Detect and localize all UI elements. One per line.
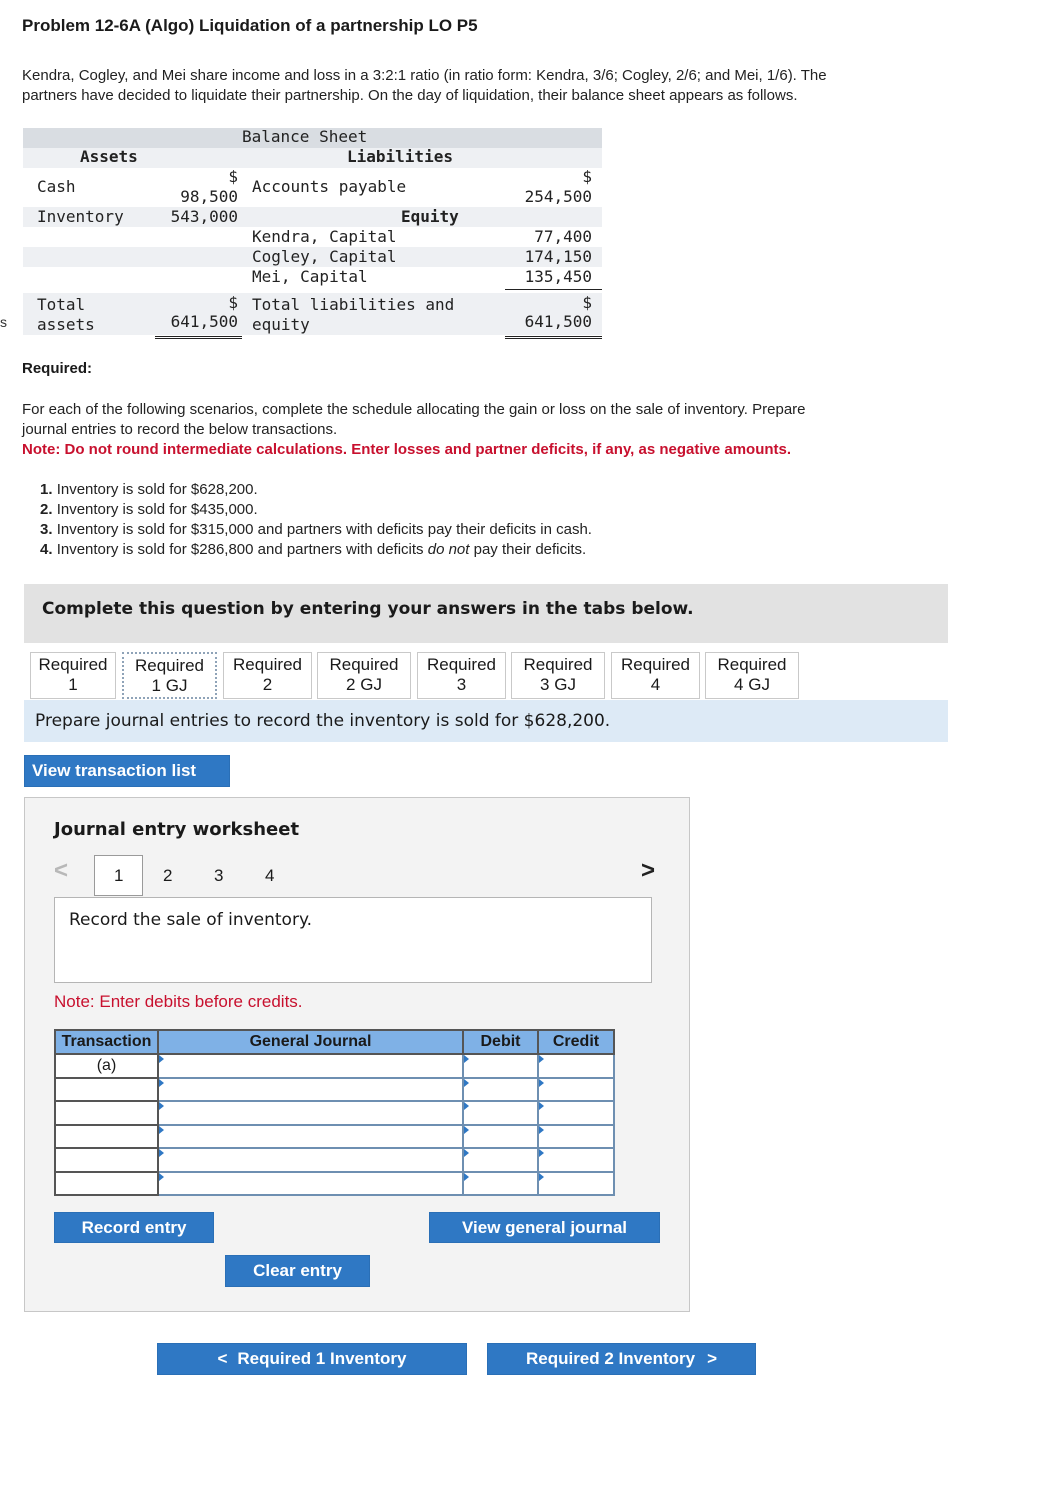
page-title: Problem 12-6A (Algo) Liquidation of a partnership LO P5 bbox=[22, 16, 478, 35]
clear-entry-button[interactable]: Clear entry bbox=[225, 1255, 370, 1287]
debit-input[interactable] bbox=[463, 1078, 538, 1102]
page-2-button[interactable]: 2 bbox=[163, 866, 173, 885]
cogley-capital-value: 174,150 bbox=[524, 247, 592, 266]
equity-heading: Equity bbox=[401, 207, 459, 226]
liabilities-heading: Liabilities bbox=[347, 147, 453, 166]
tab-required-1[interactable]: Required 1 bbox=[30, 652, 116, 699]
tab-required-3[interactable]: Required 3 bbox=[417, 652, 506, 699]
credit-input[interactable] bbox=[538, 1101, 614, 1125]
transaction-cell bbox=[55, 1172, 158, 1196]
table-row bbox=[55, 1172, 614, 1196]
total-assets-label: assets bbox=[37, 315, 95, 334]
currency-symbol: $ bbox=[228, 293, 238, 312]
account-dropdown[interactable] bbox=[158, 1172, 463, 1196]
scenario-item: 1. Inventory is sold for $628,200. bbox=[40, 481, 258, 498]
page-3-button[interactable]: 3 bbox=[214, 866, 224, 885]
column-header-credit: Credit bbox=[538, 1030, 614, 1054]
tab-required-2[interactable]: Required 2 bbox=[223, 652, 312, 699]
assets-heading: Assets bbox=[80, 147, 138, 166]
tab-required-2-gj[interactable]: Required 2 GJ bbox=[317, 652, 411, 699]
instruction-text: For each of the following scenarios, complete the schedule allocating the gain or loss on the sale of inventory. Prepare bbox=[22, 401, 806, 418]
transaction-cell: (a) bbox=[55, 1054, 158, 1078]
next-page-icon[interactable]: > bbox=[641, 857, 656, 884]
entry-description: Record the sale of inventory. bbox=[69, 910, 312, 930]
journal-table bbox=[54, 1029, 615, 1196]
total-liabilities-equity-value: 641,500 bbox=[524, 312, 592, 331]
account-dropdown[interactable] bbox=[158, 1078, 463, 1102]
debit-input[interactable] bbox=[463, 1125, 538, 1149]
table-row bbox=[55, 1101, 614, 1125]
table-row bbox=[55, 1078, 614, 1102]
inventory-value: 543,000 bbox=[170, 207, 238, 226]
table-row bbox=[55, 1054, 614, 1078]
cogley-capital-label: Cogley, Capital bbox=[252, 247, 397, 266]
account-dropdown[interactable] bbox=[158, 1101, 463, 1125]
mei-capital-label: Mei, Capital bbox=[252, 267, 368, 286]
transaction-cell bbox=[55, 1078, 158, 1102]
column-header-transaction: Transaction bbox=[55, 1030, 158, 1054]
accounts-payable-label: Accounts payable bbox=[252, 177, 407, 196]
previous-page-icon[interactable]: < bbox=[54, 857, 69, 884]
kendra-capital-value: 77,400 bbox=[534, 227, 592, 246]
cash-label: Cash bbox=[37, 177, 76, 196]
currency-symbol: $ bbox=[582, 293, 592, 312]
tab-required-3-gj[interactable]: Required 3 GJ bbox=[511, 652, 605, 699]
credit-input[interactable] bbox=[538, 1078, 614, 1102]
debit-input[interactable] bbox=[463, 1172, 538, 1196]
tab-required-1-gj[interactable]: Required 1 GJ bbox=[122, 652, 217, 699]
next-required-label: Required 2 Inventory bbox=[525, 1349, 696, 1368]
accounts-payable-value: 254,500 bbox=[524, 187, 592, 206]
cash-value: 98,500 bbox=[180, 187, 238, 206]
total-assets-label: Total bbox=[37, 295, 86, 314]
total-double-rule bbox=[505, 336, 602, 339]
account-dropdown[interactable] bbox=[158, 1148, 463, 1172]
view-general-journal-button[interactable]: View general journal bbox=[429, 1212, 660, 1243]
rounding-note: Note: Do not round intermediate calculations. Enter losses and partner deficits, if any, as negative amounts. bbox=[22, 441, 792, 458]
chevron-left-icon: < bbox=[217, 1349, 228, 1368]
scenario-item: 3. Inventory is sold for $315,000 and partners with deficits pay their deficits in cash. bbox=[40, 521, 592, 538]
credit-input[interactable] bbox=[538, 1054, 614, 1078]
transaction-cell bbox=[55, 1101, 158, 1125]
page-1-button[interactable]: 1 bbox=[114, 866, 124, 885]
credit-input[interactable] bbox=[538, 1148, 614, 1172]
debits-credits-note: Note: Enter debits before credits. bbox=[54, 992, 303, 1011]
previous-required-button[interactable] bbox=[157, 1343, 467, 1375]
kendra-capital-label: Kendra, Capital bbox=[252, 227, 397, 246]
total-liabilities-equity-label: Total liabilities and bbox=[252, 295, 455, 314]
record-entry-button[interactable]: Record entry bbox=[54, 1212, 214, 1243]
inventory-label: Inventory bbox=[37, 207, 124, 226]
next-required-button[interactable] bbox=[487, 1343, 756, 1375]
intro-text: partners have decided to liquidate their partnership. On the day of liquidation, their balance sheet appears as follows. bbox=[22, 87, 798, 104]
table-row bbox=[55, 1148, 614, 1172]
total-liabilities-equity-label: equity bbox=[252, 315, 310, 334]
prompt-text: Prepare journal entries to record the inventory is sold for $628,200. bbox=[35, 711, 611, 731]
credit-input[interactable] bbox=[538, 1172, 614, 1196]
total-double-rule bbox=[155, 336, 242, 339]
worksheet-title: Journal entry worksheet bbox=[54, 819, 300, 840]
credit-input[interactable] bbox=[538, 1125, 614, 1149]
transaction-cell bbox=[55, 1148, 158, 1172]
currency-symbol: $ bbox=[582, 167, 592, 186]
previous-required-label: Required 1 Inventory bbox=[237, 1349, 407, 1368]
subtotal-rule bbox=[505, 289, 602, 290]
currency-symbol: $ bbox=[228, 167, 238, 186]
balance-sheet-title: Balance Sheet bbox=[242, 127, 368, 146]
total-assets-value: 641,500 bbox=[170, 312, 238, 331]
column-header-debit: Debit bbox=[463, 1030, 538, 1054]
transaction-cell bbox=[55, 1125, 158, 1149]
scenario-item: 2. Inventory is sold for $435,000. bbox=[40, 501, 258, 518]
debit-input[interactable] bbox=[463, 1054, 538, 1078]
column-header-general-journal: General Journal bbox=[158, 1030, 463, 1054]
intro-text: Kendra, Cogley, and Mei share income and loss in a 3:2:1 ratio (in ratio form: Kendra, 3/6; Cogley, 2/6; and Mei, 1/6). The bbox=[22, 67, 827, 84]
complete-banner-text: Complete this question by entering your answers in the tabs below. bbox=[42, 599, 694, 619]
debit-input[interactable] bbox=[463, 1148, 538, 1172]
page-4-button[interactable]: 4 bbox=[265, 866, 275, 885]
account-dropdown[interactable] bbox=[158, 1054, 463, 1078]
table-row bbox=[55, 1125, 614, 1149]
required-heading: Required: bbox=[22, 360, 93, 377]
debit-input[interactable] bbox=[463, 1101, 538, 1125]
account-dropdown[interactable] bbox=[158, 1125, 463, 1149]
tab-required-4-gj[interactable]: Required 4 GJ bbox=[705, 652, 799, 699]
instruction-text: journal entries to record the below transactions. bbox=[22, 421, 338, 438]
chevron-right-icon: > bbox=[707, 1349, 718, 1368]
view-transaction-list-button[interactable]: View transaction list bbox=[24, 755, 230, 787]
mei-capital-value: 135,450 bbox=[524, 267, 592, 286]
left-edge-mark: s bbox=[0, 314, 7, 330]
tab-required-4[interactable]: Required 4 bbox=[611, 652, 700, 699]
scenario-item: 4. Inventory is sold for $286,800 and partners with deficits do not pay their deficits. bbox=[40, 541, 587, 558]
